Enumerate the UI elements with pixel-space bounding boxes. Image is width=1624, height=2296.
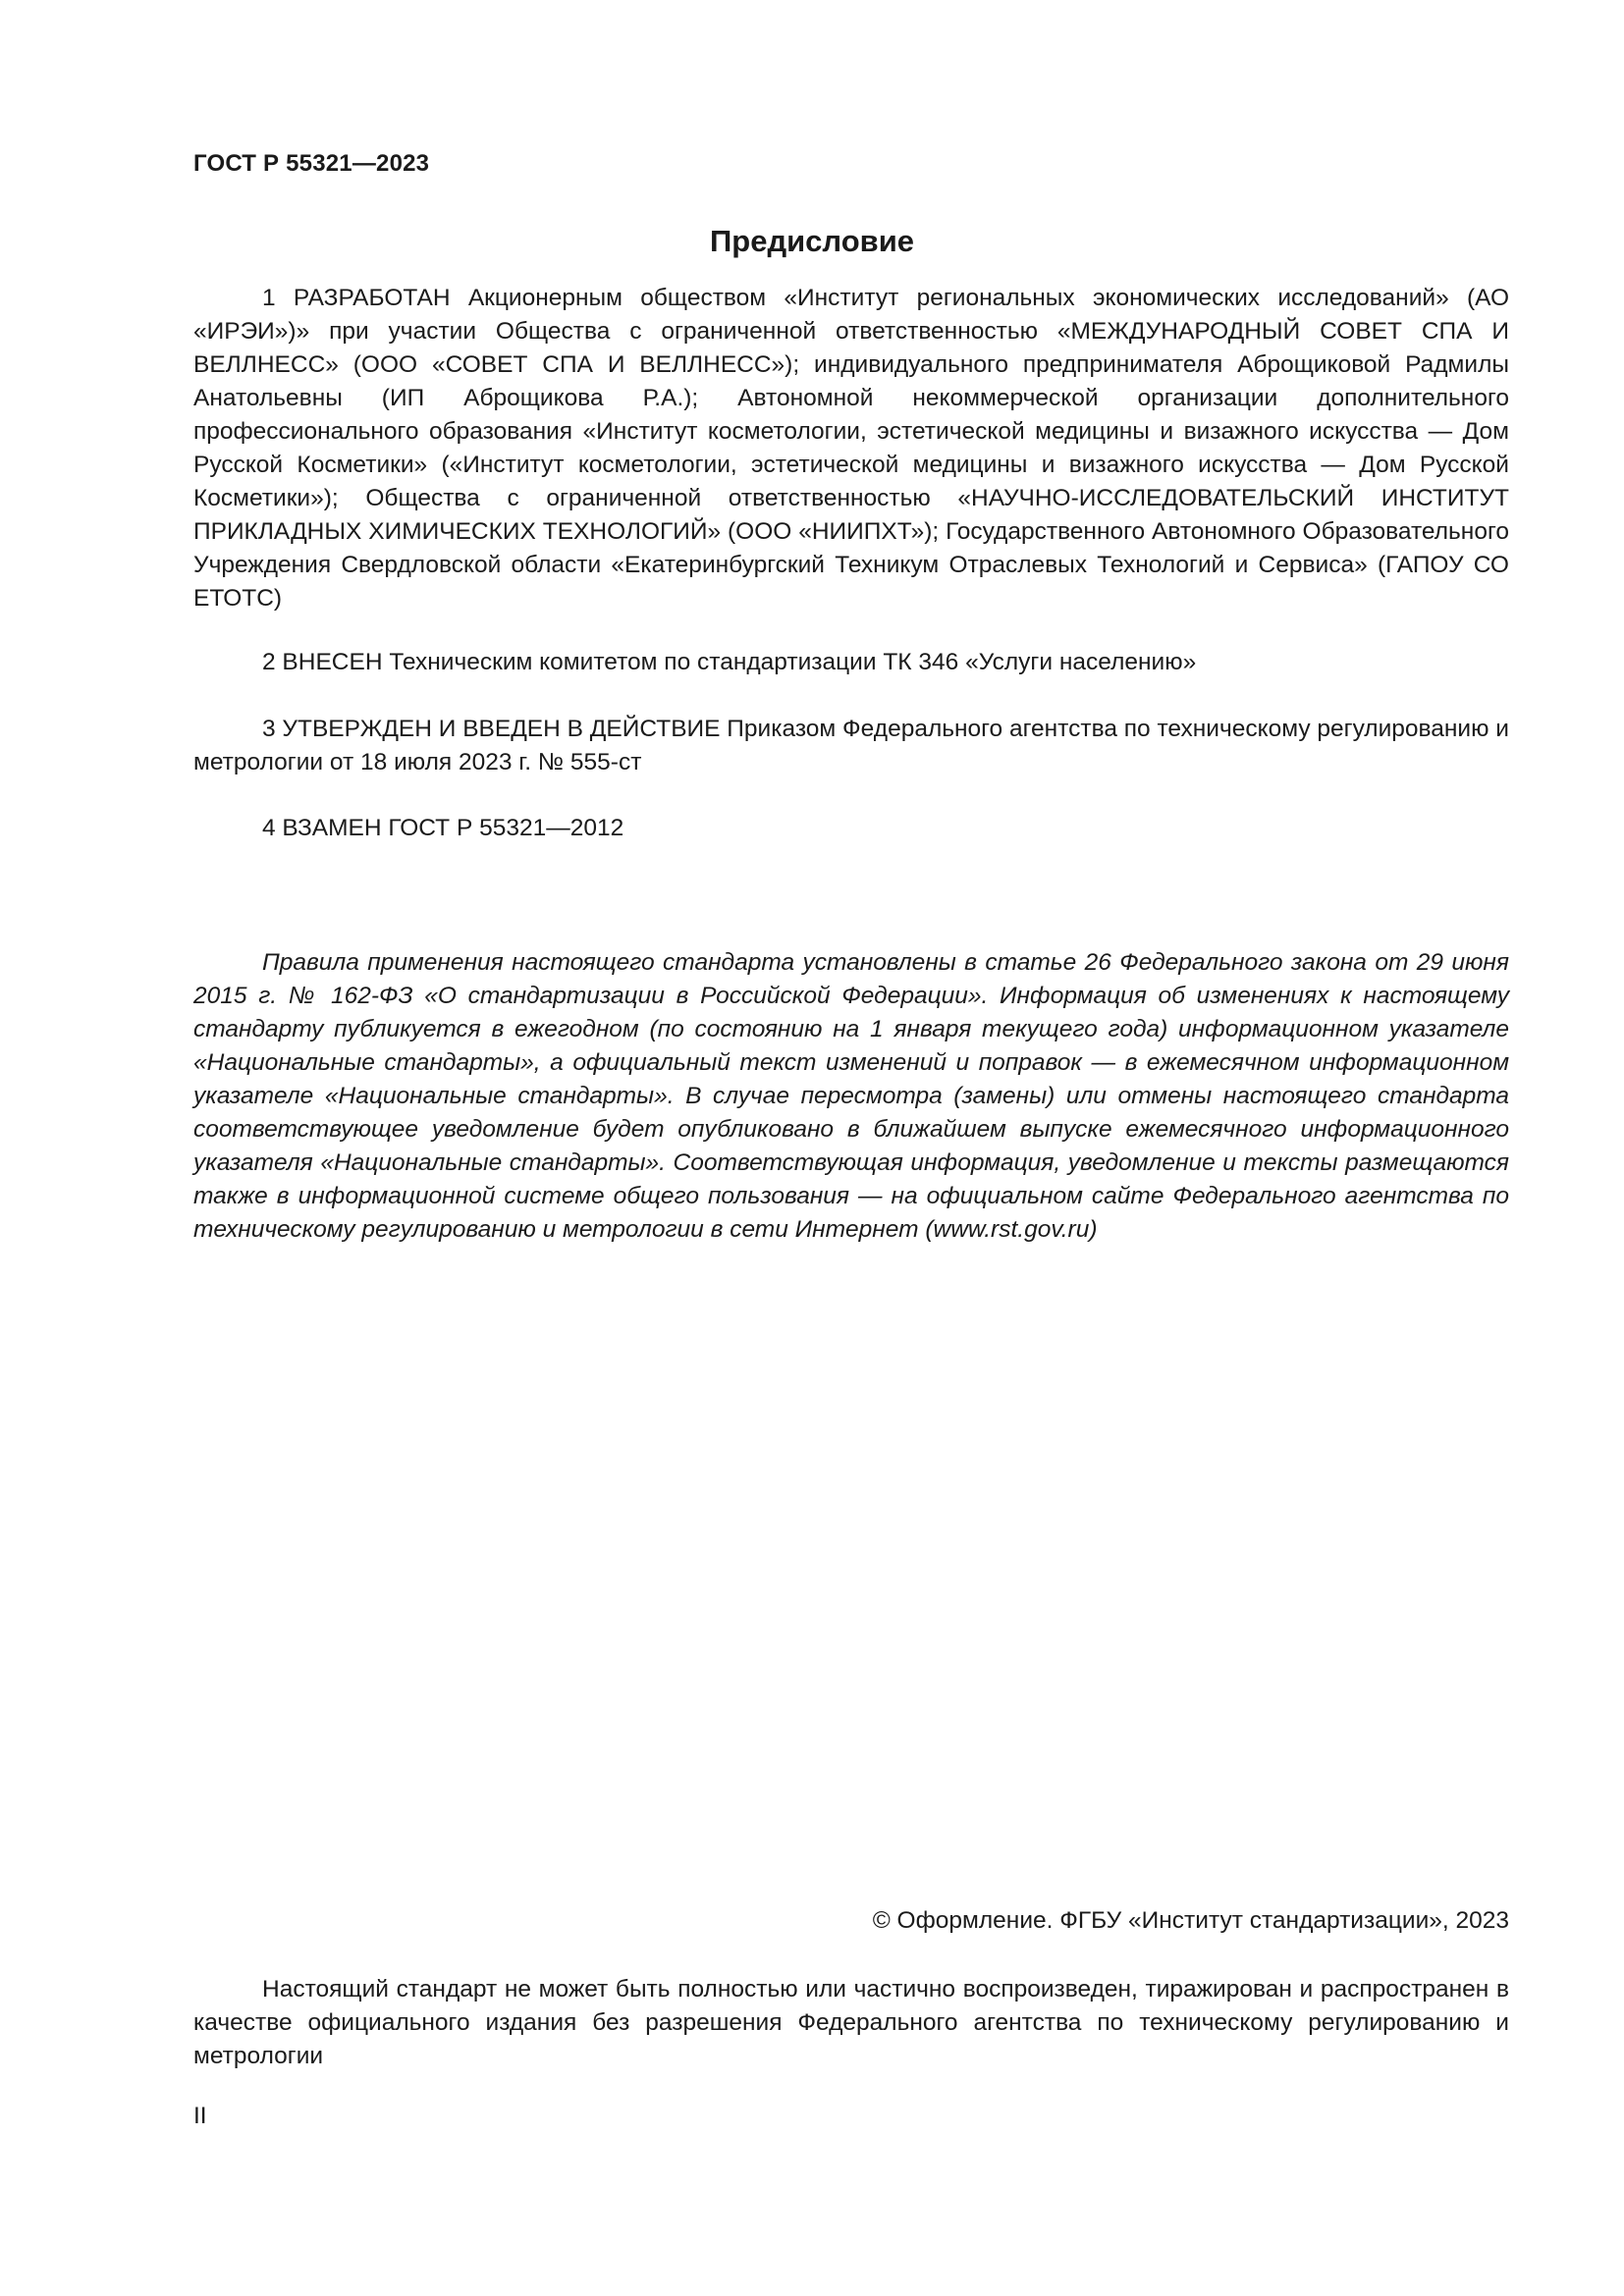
- page-number: II: [193, 2103, 207, 2129]
- preface-item-3: [193, 713, 1509, 779]
- copyright-line: © Оформление. ФГБУ «Институт стандартизации», 2023: [872, 1907, 1509, 1934]
- preface-item-1-text: 1 РАЗРАБОТАН Акционерным обществом «Институт региональных экономических исследований» (АО «ИРЭИ»)» при участии Общества с ограниченной ответственностью «МЕЖДУНАРОДНЫЙ СОВЕТ СПА И ВЕЛЛНЕСС» (ООО «СОВЕТ СПА И ВЕЛЛНЕСС»); индивидуального предпринимателя Аброщиковой Радмилы Анатольевны (ИП Аброщикова Р.А.); Автономной некоммерческой организации дополнительного профессионального образования «Институт косметологии, эстетической медицины и визажного искусства — Дом Русской Косметики» («Институт косметологии, эстетической медицины и визажного искусства — Дом Русской Косметики»); Общества с ограниченной ответственностью «НАУЧНО-ИССЛЕДОВАТЕЛЬСКИЙ ИНСТИТУТ ПРИКЛАДНЫХ ХИМИЧЕСКИХ ТЕХНОЛОГИЙ» (ООО «НИИПХТ»); Государственного Автономного Образовательного Учреждения Свердловской области «Екатеринбургский Техникум Отраслевых Технологий и Сервиса» (ГАПОУ СО ЕТОТС): [193, 285, 1509, 612]
- preface-item-3-text: 3 УТВЕРЖДЕН И ВВЕДЕН В ДЕЙСТВИЕ Приказом Федерального агентства по техническому регулированию и метрологии от 18 июля 2023 г. № 555-ст: [193, 716, 1509, 775]
- application-notice: [193, 946, 1509, 1247]
- reproduction-restriction: [193, 1973, 1509, 2073]
- preface-item-2: [193, 646, 1509, 679]
- preface-item-4-text: 4 ВЗАМЕН ГОСТ Р 55321—2012: [262, 815, 624, 841]
- preface-item-1: [193, 282, 1509, 615]
- standard-code: ГОСТ Р 55321—2023: [193, 150, 430, 177]
- application-notice-text: Правила применения настоящего стандарта установлены в статье 26 Федерального закона от 29 июня 2015 г. № 162-ФЗ «О стандартизации в Российской Федерации». Информация об изменениях к настоящему стандарту публикуется в ежегодном (по состоянию на 1 января текущего года) информационном указателе «Национальные стандарты», а официальный текст изменений и поправок — в ежемесячном информационном указателе «Национальные стандарты». В случае пересмотра (замены) или отмены настоящего стандарта соответствующее уведомление будет опубликовано в ближайшем выпуске ежемесячного информационного указателя «Национальные стандарты». Соответствующая информация, уведомление и тексты размещаются также в информационной системе общего пользования — на официальном сайте Федерального агентства по техническому регулированию и метрологии в сети Интернет (www.rst.gov.ru): [193, 949, 1509, 1243]
- page-title: Предисловие: [709, 224, 914, 258]
- reproduction-restriction-text: Настоящий стандарт не может быть полностью или частично воспроизведен, тиражирован и распространен в качестве официального издания без разрешения Федерального агентства по техническому регулированию и метрологии: [193, 1976, 1509, 2069]
- preface-item-4: [193, 812, 1509, 845]
- preface-item-2-text: 2 ВНЕСЕН Техническим комитетом по стандартизации ТК 346 «Услуги населению»: [262, 649, 1197, 675]
